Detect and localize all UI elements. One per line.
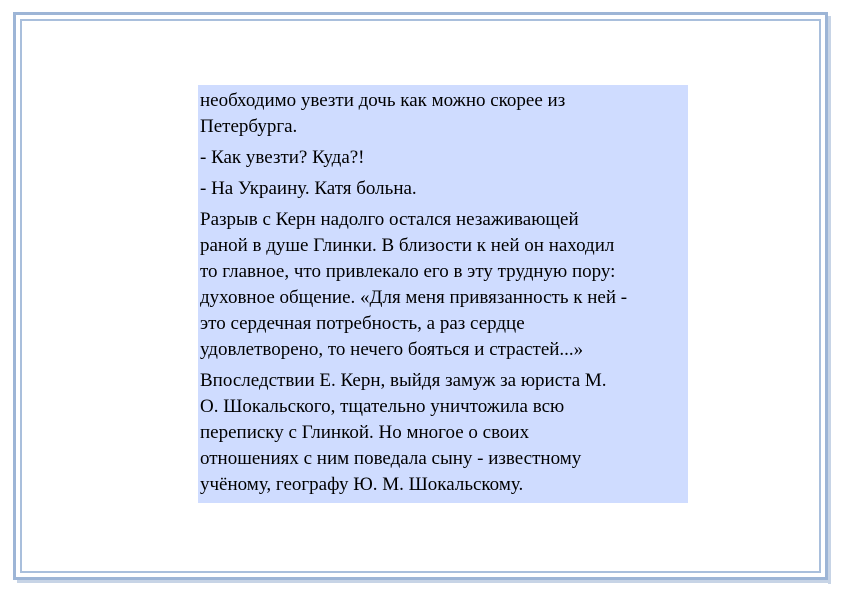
paragraph-4	[200, 207, 688, 363]
text-line: Петербурга.	[200, 116, 298, 137]
frame-shadow-right	[828, 16, 831, 584]
text-line: - На Украину. Катя больна.	[200, 178, 417, 199]
text-line: удовлетворено, то нечего бояться и страстей...»	[200, 339, 584, 360]
text-line: раной в душе Глинки. В близости к ней он находил	[200, 235, 615, 256]
text-line: это сердечная потребность, а раз сердце	[200, 313, 525, 334]
paragraph-2	[200, 145, 688, 171]
paragraph-5	[200, 368, 688, 498]
text-line: необходимо увезти дочь как можно скорее из	[200, 90, 566, 111]
text-box	[198, 85, 688, 503]
text-line: О. Шокальского, тщательно уничтожила всю	[200, 396, 565, 417]
frame-shadow-bottom	[17, 580, 831, 583]
text-line: переписку с Глинкой. Но многое о своих	[200, 422, 530, 443]
text-line: отношениях с ним поведала сыну - известному	[200, 448, 582, 469]
text-line: Впоследствии Е. Керн, выйдя замуж за юриста М.	[200, 370, 607, 391]
paragraph-3	[200, 176, 688, 202]
text-line: - Как увезти? Куда?!	[200, 147, 365, 168]
paragraph-1	[200, 88, 688, 140]
text-line: то главное, что привлекало его в эту трудную пору:	[200, 261, 616, 282]
text-line: духовное общение. «Для меня привязанность к ней -	[200, 287, 628, 308]
text-line: Разрыв с Керн надолго остался незаживающей	[200, 209, 579, 230]
text-line: учёному, географу Ю. М. Шокальскому.	[200, 474, 524, 495]
